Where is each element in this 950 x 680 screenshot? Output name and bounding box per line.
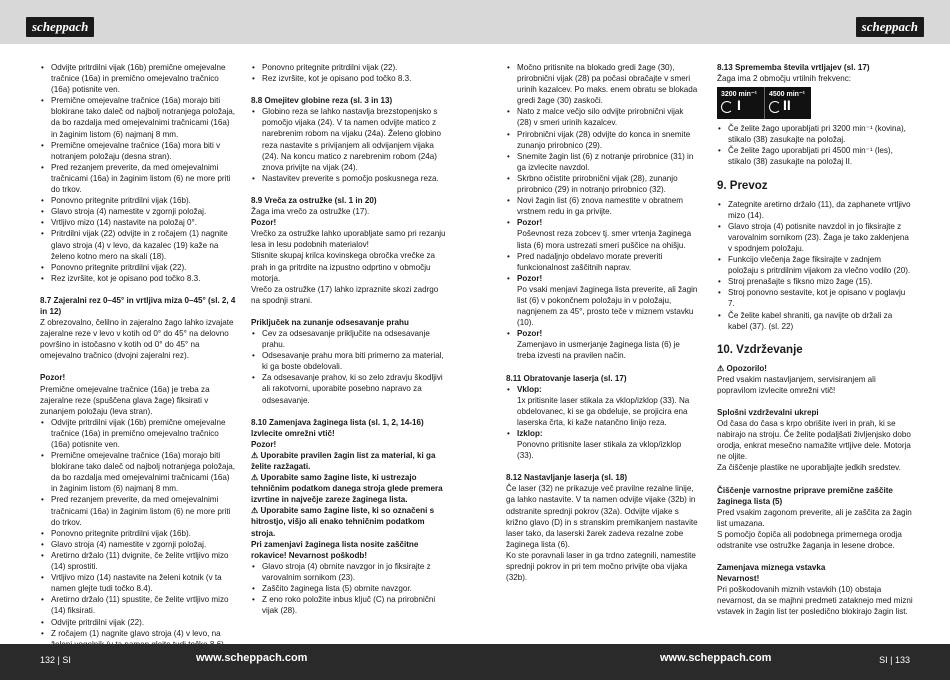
page-number-right: SI | 133 bbox=[879, 655, 910, 665]
list-item: • Rez izvršite, kot je opisano pod točko 8.3. bbox=[251, 73, 447, 84]
bullet-list bbox=[506, 384, 700, 395]
list-item: • Ponovno pritegnite pritrdilni vijak (16b). bbox=[40, 528, 236, 539]
subheading-dust-extraction: Priključek na zunanje odsesavanje prahu bbox=[251, 317, 409, 327]
list-item: • Pred rezanjem preverite, da med omejevalnimi tračnicami (16a) in žaginim listom (6) ne more priti do trkov. bbox=[40, 494, 236, 527]
list-item bbox=[506, 273, 700, 284]
scheppach-logo-left: scheppach bbox=[26, 17, 94, 37]
bullet-list bbox=[506, 428, 700, 439]
list-item bbox=[506, 428, 700, 439]
website-link-left[interactable]: www.scheppach.com bbox=[196, 652, 308, 664]
nevarnost-label: Nevarnost! bbox=[717, 574, 760, 584]
bullet-list bbox=[506, 251, 700, 284]
paragraph: Ko ste poravnali laser in ga trdno zategnili, namestite sprednji pokrov in pri tem močno privijte oba vijaka (32b). bbox=[506, 550, 696, 583]
list-item: • Premične omejevalne tračnice (16a) morajo biti blokirane tako daleč od najbolj notranjega položaja, da bo razdalja med omejevalnimi tračnicami (16a) in žaginim listom (6) najmanj 8 mm. bbox=[40, 450, 236, 494]
bullet-list bbox=[251, 561, 447, 616]
list-item: • Glavo stroja (4) namestite v zgornji položaj. bbox=[40, 206, 236, 217]
list-item: • Nato z malce večjo silo odvijte prirobnični vijak (28) v smeri urinih kazalcev. bbox=[506, 106, 700, 128]
list-item: • Pred rezanjem preverite, da med omejevalnimi tračnicami (16a) in žaginim listom (6) ne more priti do trkov. bbox=[40, 162, 236, 195]
paragraph: Zamenjavo in usmerjanje žaginega lista (6) je treba izvesti na pravilen način. bbox=[517, 340, 680, 361]
pozor-label: Pozor! bbox=[251, 218, 277, 228]
rotation-arrow-icon bbox=[769, 101, 781, 113]
list-item: • Premične omejevalne tračnice (16a) mora biti v notranjem položaju (desna stran). bbox=[40, 140, 236, 162]
opozorilo-label: ⚠ Opozorilo! bbox=[717, 363, 767, 373]
bullet-list bbox=[717, 199, 913, 332]
list-item: • Globino reza se lahko nastavlja brezstopenjsko s pomočjo vijaka (24). V ta namen odvijte matico z narebrenim robom na vijaku (24a). Želeno globino reza nastavite s privijanjem ali odvijanjem vijaka (24). Na koncu matico z narebrenim robom (24a) znova privijte na vijak (24). bbox=[251, 106, 447, 173]
pozor-label: Pozor! bbox=[517, 273, 543, 283]
column-3 bbox=[506, 62, 700, 583]
paragraph: Žaga ima vrečo za ostružke (17). bbox=[251, 207, 370, 217]
section-heading-8-10: 8.10 Zamenjava žaginega lista (sl. 1, 2, 14-16) bbox=[251, 417, 424, 427]
list-item: • Zaščito žaginega lista (5) obrnite navzgor. bbox=[251, 583, 447, 594]
column-1 bbox=[40, 62, 236, 650]
list-item: • Aretirno držalo (11) spustite, če želite vrtljivo mizo (14) fiksirati. bbox=[40, 594, 236, 616]
bullet-list bbox=[251, 106, 447, 184]
subheading-maintenance: Splošni vzdrževalni ukrepi bbox=[717, 407, 819, 417]
paragraph: Pred vsakim nastavljanjem, servisiranjem ali popravilom izvlecite omrežni vtič! bbox=[717, 374, 876, 395]
list-item: • Če želite kabel shraniti, ga navijte ob držali za kabel (37). (sl. 22) bbox=[717, 310, 913, 332]
list-item: • Glavo stroja (4) potisnite navzdol in jo fiksirajte z varovalnim sornikom (23). Žaga je tako zaklenjena v spodnjem položaju. bbox=[717, 221, 913, 254]
list-item: • Nastavitev preverite s pomočjo poskusnega reza. bbox=[251, 173, 447, 184]
list-item: • Skrbno očistite prirobnični vijak (28), zunanjo prirobnico (29) in notranjo prirobnico (32). bbox=[506, 173, 700, 195]
bullet-list bbox=[251, 328, 447, 406]
list-item: • Odvijte pritrdilni vijak (16b) premične omejevalne tračnice (16a) in premično omejevalno tračnico (16a) potisnite ven. bbox=[40, 62, 236, 95]
bullet-list bbox=[717, 123, 913, 167]
paragraph: Za čiščenje plastike ne uporabljajte jedkih sredstev. bbox=[717, 463, 901, 473]
paragraph: Poševnost reza zobcev tj. smer vrtenja žaginega lista (6) mora ustrezati smeri puščice na ohišju. bbox=[517, 229, 692, 250]
list-item: • Zategnite aretirno držalo (11), da zaphanete vrtljivo mizo (14). bbox=[717, 199, 913, 221]
list-item: • Odvijte pritrdilni vijak (16b) premične omejevalne tračnice (16a) in premično omejevalno tračnico (16a) potisnite ven. bbox=[40, 417, 236, 450]
list-item: • Vrtljivo mizo (14) nastavite na želeni kotnik (v ta namen glejte tudi točko 8.4). bbox=[40, 572, 236, 594]
izklop-label: Izklop: bbox=[517, 429, 543, 438]
speed-selector-illustration bbox=[717, 87, 811, 119]
section-heading-8-11: 8.11 Obratovanje laserja (sl. 17) bbox=[506, 373, 627, 383]
paragraph: Ponovno pritisnite laser stikala za vklop/izklop (33). bbox=[517, 440, 682, 461]
column-2 bbox=[251, 62, 447, 616]
paragraph: Pred vsakim zagonom preverite, ali je zaščita za žagin list umazana. bbox=[717, 507, 912, 528]
list-item: • Odsesavanje prahu mora biti primerno za material, ki ga boste obdelovali. bbox=[251, 350, 447, 372]
subheading-cleaning: Čiščenje varnostne priprave premične zaščite žaginega lista (5) bbox=[717, 485, 893, 506]
list-item: • Stroj prenašajte s fiksno mizo žage (15). bbox=[717, 276, 913, 287]
bullet-list bbox=[40, 417, 236, 650]
list-item: • Vrtljivo mizo (14) nastavite na položaj 0°. bbox=[40, 217, 236, 228]
pozor-label: Pozor! bbox=[517, 329, 543, 339]
paragraph: Po vsaki menjavi žaginega lista preverite, ali žagin list (6) v pokončnem položaju in v položaju, nagnjenem za 45°, prosto teče v miznem vstavku (10). bbox=[517, 284, 698, 328]
paragraph: Vrečo za ostružke (17) lahko izpraznite skozi zadrgo na spodnji strani. bbox=[251, 284, 439, 305]
list-item: • Pritrdilni vijak (22) odvijte in z ročajem (1) nagnite glavo stroja (4) v levo, da kazalec (19) kaže na želeno kotno mero na skali (18). bbox=[40, 228, 236, 261]
paragraph: Žaga ima 2 območju vrtilnih frekvenc: bbox=[717, 74, 852, 84]
unplug-warning: Izvlecite omrežni vtič! bbox=[251, 428, 335, 438]
speed-position-ii: II bbox=[783, 97, 791, 114]
rpm-label-low: 3200 min⁻¹ bbox=[721, 91, 757, 99]
paragraph: Stisnite skupaj krilca kovinskega obročka vrečke za prah in ga pritrdite na izpustno odprtino v območju motorja. bbox=[251, 251, 435, 283]
bullet-list bbox=[506, 62, 700, 228]
list-item: • Aretirno držalo (11) dvignite, če želite vrtljivo mizo (14) sprostiti. bbox=[40, 550, 236, 572]
bullet-list bbox=[40, 62, 236, 284]
rpm-label-high: 4500 min⁻¹ bbox=[769, 91, 805, 99]
paragraph: Če laser (32) ne prikazuje več pravilne rezalne linije, ga lahko nastavite. V ta namen odvijte vijake (32b) in odstranite sprednji pokrov (32a). Odvijte vijake s križno glavo (D) in s stranskim premikanjem nastavite laser tako, da laserski žarek zadeva rezalne zobe žaginega lista (6). bbox=[506, 484, 698, 549]
pozor-label: Pozor! bbox=[517, 218, 543, 228]
section-heading-10: 10. Vzdrževanje bbox=[717, 343, 803, 356]
speed-position-i: I bbox=[737, 97, 741, 114]
list-item: • Z ročajem (1) nagnite glavo stroja (4) v levo, na bbox=[40, 628, 236, 650]
page-header bbox=[0, 0, 950, 44]
list-item: • Novi žagin list (6) znova namestite v obratnem vrstnem redu in ga privijte. bbox=[506, 195, 700, 217]
list-item: • Prirobnični vijak (28) odvijte do konca in snemite zunanjo prirobnico (29). bbox=[506, 129, 700, 151]
scheppach-logo-right: scheppach bbox=[856, 17, 924, 37]
section-heading-8-9: 8.9 Vreča za ostružke (sl. 1 in 20) bbox=[251, 195, 377, 205]
section-heading-9: 9. Prevoz bbox=[717, 179, 768, 192]
section-heading-8-7: 8.7 Zajeralni rez 0–45° in vrtljiva miza 0–45° (sl. 2, 4 in 12) bbox=[40, 295, 236, 316]
paragraph: Z obrezovalno, čelilno in zajeralno žago lahko izvajate zajeralne reze v levo v kotih od 0° do 45° na delovno površino in istočasno v kotih od 0° do 45° na omejevalno tračnico (dvojni zajeralni rez). bbox=[40, 318, 234, 361]
divider bbox=[764, 87, 765, 119]
page-footer bbox=[0, 644, 950, 680]
rotation-arrow-icon bbox=[721, 101, 733, 113]
bullet-list bbox=[506, 328, 700, 339]
page-number-left: 132 | SI bbox=[40, 655, 71, 665]
column-4 bbox=[717, 62, 913, 618]
pozor-label: Pozor! bbox=[251, 439, 277, 449]
list-item bbox=[506, 217, 700, 228]
bullet-list bbox=[251, 62, 447, 84]
paragraph: Vrečko za ostružke lahko uporabljate samo pri rezanju lesa in lesu podobnih materialov! bbox=[251, 229, 446, 250]
list-item bbox=[506, 384, 700, 395]
section-heading-8-8: 8.8 Omejitev globine reza (sl. 3 in 13) bbox=[251, 96, 393, 106]
list-item: • Pred nadaljnjo obdelavo morate preveriti funkcionalnost zaščitnih naprav. bbox=[506, 251, 700, 273]
paragraph: S pomočjo čopiča ali podobnega primernega orodja odstranite vse ostružke žaganja in lesene drobce. bbox=[717, 529, 902, 550]
vklop-label: Vklop: bbox=[517, 384, 542, 394]
list-item: • Cev za odsesavanje priključite na odsesavanje prahu. bbox=[251, 328, 447, 350]
list-item: • Ponovno pritegnite pritrdilni vijak (22). bbox=[251, 62, 447, 73]
list-item: • Z eno roko položite inbus ključ (C) na prirobnični vijak (28). bbox=[251, 594, 447, 616]
paragraph: Pri poškodovanih miznih vstavkih (10) obstaja nevarnost, da se majhni predmeti zataknejo med mizni vstavek in žagin list ter posledično blokirajo žagin list. bbox=[717, 585, 913, 617]
paragraph: Od časa do časa s krpo obrišite iveri in prah, ki se nabirajo na stroju. Če želite podaljšati življenjsko dobo orodja, enkrat mesečno namažite vrtljive dele. Motorja ne oljite. bbox=[717, 419, 911, 462]
list-item: • Premične omejevalne tračnice (16a) morajo biti blokirane tako daleč od najbolj notranjega položaja, da bo razdalja med omejevalnimi tračnicami (16a) in žaginim listom (6) najmanj 8 mm. bbox=[40, 95, 236, 139]
pozor-label: Pozor! bbox=[40, 373, 66, 383]
warning-text: Pri zamenjavi žaginega lista nosite zaščitne rokavice! Nevarnost poškodb! bbox=[251, 539, 419, 560]
list-item: • Močno pritisnite na blokado gredi žage (30), prirobnični vijak (28) pa počasi obračajte v smeri urinih kazalcev. Po maks. enem obratu se blokada gredi žage (30) zaskoči. bbox=[506, 62, 700, 106]
warning-text: ⚠ Uporabite samo žagine liste, ki so označeni s hitrostjo, višjo ali enako tehničnim podatkom stroja. bbox=[251, 506, 435, 538]
website-link-right[interactable]: www.scheppach.com bbox=[660, 652, 772, 664]
list-item: • Rez izvršite, kot je opisano pod točko 8.3. bbox=[40, 273, 236, 284]
list-item: • Ponovno pritegnite pritrdilni vijak (22). bbox=[40, 262, 236, 273]
list-item: • Stroj ponovno sestavite, kot je opisano v poglavju 7. bbox=[717, 287, 913, 309]
section-heading-8-13: 8.13 Sprememba števila vrtljajev (sl. 17) bbox=[717, 63, 870, 72]
list-item: • Za odsesavanje prahov, ki so zelo zdravju škodljivi ali rakotvorni, uporabite posebno napravo za odsesavanje. bbox=[251, 372, 447, 405]
list-item: • Glavo stroja (4) namestite v zgornji položaj. bbox=[40, 539, 236, 550]
list-item: • Glavo stroja (4) obrnite navzgor in jo fiksirajte z varovalnim sornikom (23). bbox=[251, 561, 447, 583]
subheading-table-insert: Zamenjava miznega vstavka bbox=[717, 563, 826, 573]
warning-text: ⚠ Uporabite samo žagine liste, ki ustrezajo tehničnim podatkom danega stroja glede premera izvrtine in največje zareze žaginega lista. bbox=[251, 473, 443, 505]
paragraph: Premične omejevalne tračnice (16a) je treba za zajeralne reze (spuščena glava žage) fiksirati v zunanjem položaju (leva stran). bbox=[40, 384, 210, 416]
list-item: • Snemite žagin list (6) z notranje prirobnice (31) in ga izvlecite navzdol. bbox=[506, 151, 700, 173]
paragraph: 1x pritisnite laser stikala za vklop/izklop (33). Na obdelovanec, ki se ga obdeluje, se projicira ena laserska črta, ki kaže natančno linijo reza. bbox=[517, 395, 690, 427]
list-item: • Ponovno pritegnite pritrdilni vijak (16b). bbox=[40, 195, 236, 206]
list-item bbox=[506, 328, 700, 339]
list-item: • Funkcijo vlečenja žage fiksirajte v zadnjem položaju s pritrdilnim vijakom za vlečno vodilo (20). bbox=[717, 254, 913, 276]
list-item: • Če želite žago uporabljati pri 4500 min⁻¹ (les), stikalo (38) zasukajte na položaj II. bbox=[717, 145, 913, 167]
section-heading-8-12: 8.12 Nastavljanje laserja (sl. 18) bbox=[506, 473, 628, 483]
list-item: • Če želite žago uporabljati pri 3200 min⁻¹ (kovina), stikalo (38) zasukajte na položaj. bbox=[717, 123, 913, 145]
warning-text: ⚠ Uporabite pravilen žagin list za material, ki ga želite razžagati. bbox=[251, 450, 436, 471]
list-item: • Odvijte pritrdilni vijak (22). bbox=[40, 617, 236, 628]
